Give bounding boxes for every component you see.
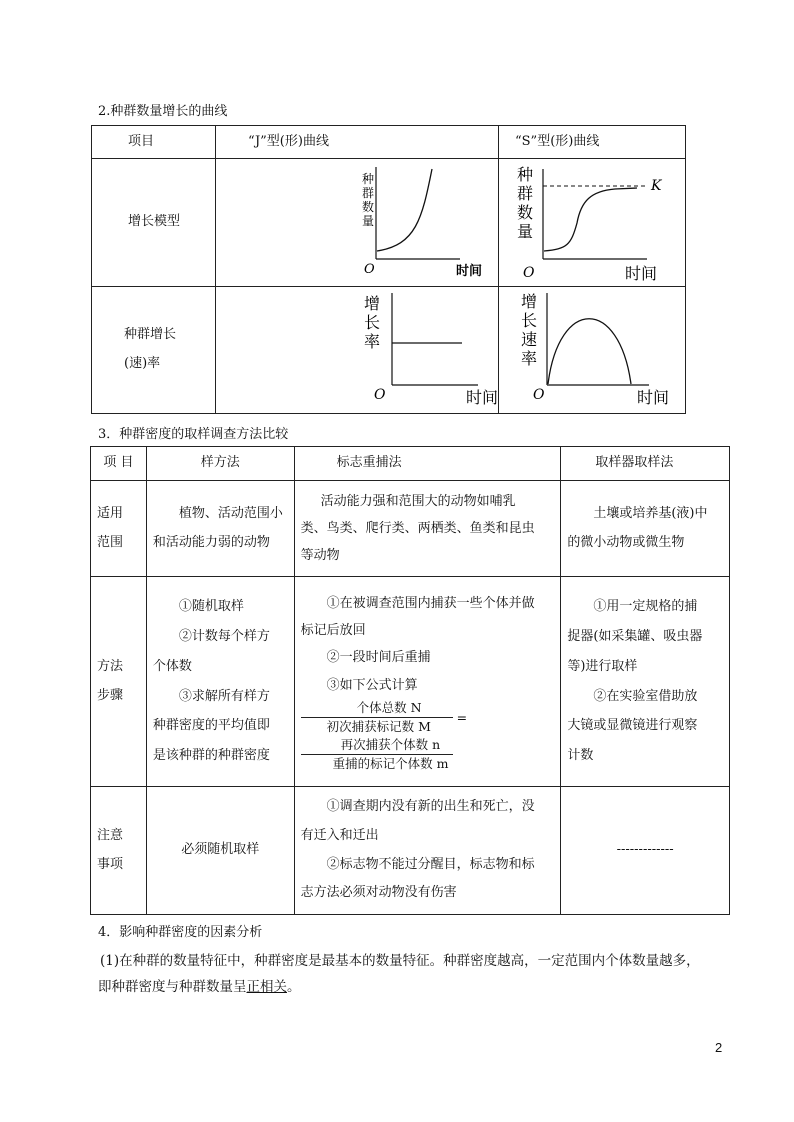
text-line: 活动能力强和范围大的动物如哺乳 xyxy=(320,493,516,509)
y-label-char: 长 xyxy=(521,311,538,330)
s-curve-model-cell xyxy=(499,159,686,287)
steps-label-line1: 方法 xyxy=(97,658,124,674)
mark-steps-cell xyxy=(294,577,561,787)
y-label-char: 群 xyxy=(517,184,534,203)
growth-rate-label-line2: (速)率 xyxy=(124,356,161,371)
text-line: 捉器(如采集罐、吸虫器 xyxy=(567,628,703,644)
text-line: ①在被调查范围内捕获一些个体并做 xyxy=(326,595,535,611)
notes-label-line1: 注意 xyxy=(97,827,124,843)
text-line: ②在实验室借助放 xyxy=(593,688,698,704)
y-label-char: 率 xyxy=(364,332,381,351)
text-line: 个体数 xyxy=(152,658,192,674)
quadrat-steps-cell xyxy=(146,577,294,787)
y-label-char: 量 xyxy=(517,222,534,241)
formula-equals: = xyxy=(456,710,468,726)
text-line: 等动物 xyxy=(300,548,340,564)
text-line: 的微小动物或微生物 xyxy=(567,534,685,550)
j-curve-rate-graph xyxy=(216,287,498,413)
y-label-char: 种 xyxy=(362,172,375,186)
text-line: 和活动能力弱的动物 xyxy=(152,534,270,550)
period: 。 xyxy=(287,979,301,996)
quadrat-scope-cell xyxy=(146,481,294,577)
formula-numerator-2: 再次捕获个体数 n xyxy=(340,737,441,753)
text-line: ②一段时间后重捕 xyxy=(326,650,431,666)
section-3-title: 3．种群密度的取样调查方法比较 xyxy=(98,427,289,442)
text-line: 有迁入和迁出 xyxy=(300,827,379,843)
y-label-char: 增 xyxy=(521,292,538,311)
formula-numerator-1: 个体总数 N xyxy=(356,699,422,715)
y-label-char: 率 xyxy=(521,349,538,368)
j-curve-model-cell xyxy=(216,159,499,287)
steps-label-line2: 步骤 xyxy=(97,687,124,703)
text-line: 标记后放回 xyxy=(300,622,366,638)
sampling-methods-table xyxy=(90,446,730,915)
formula-denominator-1: 初次捕获标记数 M xyxy=(301,717,453,736)
x-axis-label: 时间 xyxy=(466,388,498,407)
text-line: ②计数每个样方 xyxy=(178,628,270,644)
row-steps-label xyxy=(91,577,147,787)
header-sampler: 取样器取样法 xyxy=(561,447,730,481)
s-curve-rate-graph xyxy=(499,287,685,413)
y-label-char: 增 xyxy=(364,294,381,313)
header-s-curve: “S”型(形)曲线 xyxy=(499,126,686,159)
row-notes-label xyxy=(91,787,147,915)
s-curve-line xyxy=(544,188,637,251)
paragraph-1-line2 xyxy=(98,974,738,1000)
header-quadrat: 样方法 xyxy=(146,447,294,481)
sampler-notes-cell: ------------- xyxy=(561,787,730,915)
header-j-curve: “J”型(形)曲线 xyxy=(216,126,499,159)
y-label-char: 数 xyxy=(517,203,534,222)
origin-label: O xyxy=(523,265,535,281)
j-curve-population-graph xyxy=(216,159,498,286)
y-label-char: 速 xyxy=(521,330,538,349)
scope-label-line2: 范围 xyxy=(97,534,124,550)
notes-label-line2: 事项 xyxy=(97,856,124,872)
sampler-steps-cell xyxy=(561,577,730,787)
text-line: 植物、活动范围小 xyxy=(178,505,283,521)
page-number: 2 xyxy=(715,1040,723,1055)
paragraph-1-text: 即种群密度与种群数量呈 xyxy=(98,979,247,996)
text-line: ①用一定规格的捕 xyxy=(593,598,698,614)
text-line: ③如下公式计算 xyxy=(326,677,418,693)
y-label-char: 群 xyxy=(362,186,375,200)
origin-label: O xyxy=(533,387,545,403)
section-2-title: 2.种群数量增长的曲线 xyxy=(98,104,228,119)
text-line: 计数 xyxy=(567,748,594,764)
x-axis-label: 时间 xyxy=(625,264,658,283)
formula-denominator-2: 重捕的标记个体数 m xyxy=(301,754,453,773)
text-line: 土壤或培养基(液)中 xyxy=(593,505,708,521)
row-scope-label xyxy=(91,481,147,577)
mark-notes-cell xyxy=(294,787,561,915)
text-line: ①调查期内没有新的出生和死亡，没 xyxy=(326,799,535,815)
paragraph-1-line1: (1)在种群的数量特征中，种群密度是最基本的数量特征。种群密度越高，一定范围内个体数量越多， xyxy=(100,953,700,969)
growth-curve-table xyxy=(91,125,686,414)
text-line: 大镜或显微镜进行观察 xyxy=(567,718,698,734)
text-line: 类、鸟类、爬行类、两栖类、鱼类和昆虫 xyxy=(300,520,535,536)
x-axis-label: 时间 xyxy=(456,264,483,279)
y-label-char: 长 xyxy=(364,313,381,332)
text-line: 志方法必须对动物没有伤害 xyxy=(300,885,457,901)
j-curve-rate-cell xyxy=(216,287,499,414)
text-line: 种群密度的平均值即 xyxy=(152,718,270,734)
section-4-title: 4．影响种群密度的因素分析 xyxy=(98,925,263,940)
y-label-char: 量 xyxy=(362,214,375,228)
lincoln-index-formula xyxy=(301,699,561,774)
parabola-rate-curve xyxy=(548,319,631,384)
scope-label-line1: 适用 xyxy=(97,505,124,521)
j-curve-line xyxy=(377,169,432,251)
y-label-char: 种 xyxy=(517,165,534,184)
s-curve-rate-cell xyxy=(499,287,686,414)
x-axis-label: 时间 xyxy=(637,388,670,407)
sampler-scope-cell xyxy=(561,481,730,577)
origin-label: O xyxy=(364,262,375,277)
s-curve-population-graph xyxy=(499,159,685,286)
k-label: K xyxy=(651,178,662,194)
text-line: 是该种群的种群密度 xyxy=(152,748,270,764)
header-mark-recapture: 标志重捕法 xyxy=(294,447,561,481)
row-growth-rate-label xyxy=(92,287,216,414)
quadrat-notes-cell: 必须随机取样 xyxy=(146,787,294,915)
row-growth-model-label: 增长模型 xyxy=(92,159,216,287)
text-line: ②标志物不能过分醒目，标志物和标 xyxy=(326,856,535,872)
header-item: 项 目 xyxy=(91,447,147,481)
header-item: 项目 xyxy=(92,126,216,159)
growth-rate-label-line1: 种群增长 xyxy=(124,327,177,343)
paragraph-1 xyxy=(98,948,738,1001)
mark-scope-cell xyxy=(294,481,561,577)
y-label-char: 数 xyxy=(362,200,375,214)
underlined-term: 正相关 xyxy=(246,979,287,996)
text-line: 等)进行取样 xyxy=(567,658,638,674)
text-line: ③求解所有样方 xyxy=(178,688,270,704)
origin-label: O xyxy=(374,387,386,403)
text-line: ①随机取样 xyxy=(178,598,244,614)
